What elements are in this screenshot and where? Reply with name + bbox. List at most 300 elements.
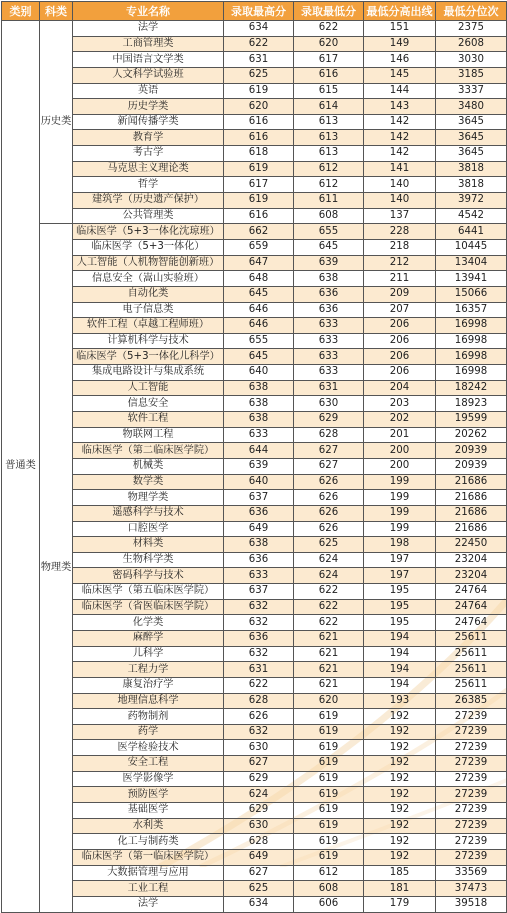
score-cell: 194 <box>364 646 436 662</box>
score-cell: 637 <box>224 490 294 506</box>
score-cell: 192 <box>364 849 436 865</box>
score-cell: 612 <box>294 177 364 193</box>
table-row <box>2 677 507 693</box>
major-name-cell: 法学 <box>73 896 224 912</box>
score-cell: 620 <box>294 36 364 52</box>
score-cell: 638 <box>224 380 294 396</box>
score-cell: 20939 <box>436 458 507 474</box>
score-cell: 23204 <box>436 552 507 568</box>
table-row <box>2 36 507 52</box>
table-row <box>2 724 507 740</box>
score-cell: 3480 <box>436 99 507 115</box>
score-cell: 18923 <box>436 396 507 412</box>
major-name-cell: 工程力学 <box>73 662 224 678</box>
score-cell: 629 <box>294 412 364 428</box>
score-cell: 192 <box>364 709 436 725</box>
major-name-cell: 软件工程（卓越工程师班） <box>73 318 224 334</box>
score-cell: 626 <box>294 474 364 490</box>
major-name-cell: 康复治疗学 <box>73 677 224 693</box>
score-cell: 2608 <box>436 36 507 52</box>
table-row <box>2 224 507 240</box>
column-header: 最低分高出线 <box>364 2 436 21</box>
major-name-cell: 集成电路设计与集成系统 <box>73 365 224 381</box>
score-cell: 198 <box>364 537 436 553</box>
score-cell: 631 <box>224 662 294 678</box>
table-row <box>2 865 507 881</box>
table-row <box>2 365 507 381</box>
score-cell: 633 <box>294 365 364 381</box>
score-cell: 647 <box>224 255 294 271</box>
major-name-cell: 教育学 <box>73 130 224 146</box>
score-cell: 197 <box>364 552 436 568</box>
major-name-cell: 历史学类 <box>73 99 224 115</box>
score-cell: 619 <box>224 83 294 99</box>
major-name-cell: 法学 <box>73 21 224 37</box>
table-row <box>2 349 507 365</box>
major-name-cell: 大数据管理与应用 <box>73 865 224 881</box>
score-cell: 24764 <box>436 599 507 615</box>
score-cell: 192 <box>364 740 436 756</box>
score-cell: 195 <box>364 599 436 615</box>
score-cell: 228 <box>364 224 436 240</box>
table-row <box>2 239 507 255</box>
score-cell: 621 <box>294 677 364 693</box>
score-cell: 644 <box>224 443 294 459</box>
table-row <box>2 896 507 912</box>
score-cell: 3645 <box>436 130 507 146</box>
score-cell: 619 <box>294 740 364 756</box>
major-name-cell: 医学影像学 <box>73 771 224 787</box>
score-cell: 3185 <box>436 67 507 83</box>
score-cell: 25611 <box>436 677 507 693</box>
score-cell: 612 <box>294 161 364 177</box>
major-name-cell: 考古学 <box>73 146 224 162</box>
score-cell: 195 <box>364 584 436 600</box>
score-cell: 626 <box>294 505 364 521</box>
score-cell: 628 <box>224 834 294 850</box>
score-cell: 616 <box>294 67 364 83</box>
score-cell: 23204 <box>436 568 507 584</box>
score-cell: 622 <box>294 21 364 37</box>
score-cell: 27239 <box>436 709 507 725</box>
score-cell: 628 <box>224 693 294 709</box>
score-cell: 13941 <box>436 271 507 287</box>
score-cell: 626 <box>294 521 364 537</box>
score-cell: 622 <box>294 584 364 600</box>
table-row <box>2 599 507 615</box>
major-name-cell: 新闻传播学类 <box>73 114 224 130</box>
score-cell: 27239 <box>436 771 507 787</box>
major-name-cell: 人文科学试验班 <box>73 67 224 83</box>
score-cell: 197 <box>364 568 436 584</box>
score-cell: 630 <box>224 818 294 834</box>
score-cell: 639 <box>224 458 294 474</box>
subject-cell: 历史类 <box>40 21 73 224</box>
score-cell: 655 <box>294 224 364 240</box>
score-cell: 624 <box>224 787 294 803</box>
table-row <box>2 646 507 662</box>
major-name-cell: 计算机科学与技术 <box>73 333 224 349</box>
table-row <box>2 412 507 428</box>
score-cell: 632 <box>224 615 294 631</box>
score-cell: 16998 <box>436 349 507 365</box>
score-cell: 621 <box>294 646 364 662</box>
score-cell: 25611 <box>436 646 507 662</box>
column-header: 类别 <box>2 2 40 21</box>
major-name-cell: 临床医学（第一临床医学院） <box>73 849 224 865</box>
score-cell: 639 <box>294 255 364 271</box>
score-cell: 211 <box>364 271 436 287</box>
table-row <box>2 380 507 396</box>
score-cell: 2375 <box>436 21 507 37</box>
score-cell: 608 <box>294 208 364 224</box>
major-name-cell: 物联网工程 <box>73 427 224 443</box>
score-cell: 625 <box>224 67 294 83</box>
score-cell: 3030 <box>436 52 507 68</box>
score-cell: 144 <box>364 83 436 99</box>
table-row <box>2 490 507 506</box>
score-cell: 620 <box>294 693 364 709</box>
table-row <box>2 99 507 115</box>
major-name-cell: 地理信息科学 <box>73 693 224 709</box>
score-cell: 649 <box>224 521 294 537</box>
score-cell: 206 <box>364 318 436 334</box>
major-name-cell: 机械类 <box>73 458 224 474</box>
major-name-cell: 临床医学（5+3一体化沈琼班） <box>73 224 224 240</box>
score-cell: 640 <box>224 365 294 381</box>
table-row <box>2 52 507 68</box>
table-row <box>2 771 507 787</box>
table-row <box>2 302 507 318</box>
major-name-cell: 材料类 <box>73 537 224 553</box>
score-cell: 619 <box>294 771 364 787</box>
score-cell: 25611 <box>436 630 507 646</box>
table-row <box>2 849 507 865</box>
score-cell: 613 <box>294 130 364 146</box>
column-header: 录取最低分 <box>294 2 364 21</box>
table-row <box>2 146 507 162</box>
major-name-cell: 人工智能 <box>73 380 224 396</box>
table-row <box>2 662 507 678</box>
score-cell: 206 <box>364 333 436 349</box>
score-cell: 27239 <box>436 756 507 772</box>
score-cell: 627 <box>294 458 364 474</box>
score-cell: 622 <box>294 615 364 631</box>
score-cell: 145 <box>364 67 436 83</box>
score-cell: 192 <box>364 771 436 787</box>
score-cell: 619 <box>294 803 364 819</box>
major-name-cell: 麻醉学 <box>73 630 224 646</box>
major-name-cell: 信息安全 <box>73 396 224 412</box>
score-cell: 6441 <box>436 224 507 240</box>
score-cell: 619 <box>294 787 364 803</box>
score-cell: 608 <box>294 881 364 897</box>
score-cell: 33569 <box>436 865 507 881</box>
major-name-cell: 临床医学（第二临床医学院） <box>73 443 224 459</box>
score-cell: 630 <box>224 740 294 756</box>
table-row <box>2 474 507 490</box>
score-cell: 615 <box>294 83 364 99</box>
score-cell: 27239 <box>436 787 507 803</box>
major-name-cell: 生物科学类 <box>73 552 224 568</box>
score-cell: 3818 <box>436 177 507 193</box>
score-cell: 619 <box>294 709 364 725</box>
score-cell: 19599 <box>436 412 507 428</box>
score-cell: 22450 <box>436 537 507 553</box>
score-cell: 619 <box>294 724 364 740</box>
score-cell: 606 <box>294 896 364 912</box>
table-row <box>2 443 507 459</box>
score-cell: 626 <box>294 490 364 506</box>
score-cell: 25611 <box>436 662 507 678</box>
table-row <box>2 693 507 709</box>
score-cell: 16357 <box>436 302 507 318</box>
score-cell: 636 <box>294 286 364 302</box>
table-row <box>2 255 507 271</box>
score-cell: 15066 <box>436 286 507 302</box>
subject-cell: 物理类 <box>40 224 73 912</box>
table-row <box>2 83 507 99</box>
table-row <box>2 521 507 537</box>
score-cell: 648 <box>224 271 294 287</box>
score-cell: 619 <box>294 834 364 850</box>
score-cell: 192 <box>364 756 436 772</box>
major-name-cell: 密码科学与技术 <box>73 568 224 584</box>
score-cell: 611 <box>294 193 364 209</box>
major-name-cell: 化学类 <box>73 615 224 631</box>
major-name-cell: 基础医学 <box>73 803 224 819</box>
column-header: 科类 <box>40 2 73 21</box>
table-row <box>2 505 507 521</box>
score-cell: 629 <box>224 803 294 819</box>
major-name-cell: 口腔医学 <box>73 521 224 537</box>
score-cell: 27239 <box>436 834 507 850</box>
score-cell: 634 <box>224 896 294 912</box>
score-cell: 625 <box>294 537 364 553</box>
score-cell: 3645 <box>436 146 507 162</box>
major-name-cell: 物理学类 <box>73 490 224 506</box>
score-cell: 619 <box>224 193 294 209</box>
table-row <box>2 568 507 584</box>
score-cell: 619 <box>294 818 364 834</box>
score-cell: 628 <box>294 427 364 443</box>
score-cell: 21686 <box>436 474 507 490</box>
table-row <box>2 286 507 302</box>
score-cell: 636 <box>224 552 294 568</box>
score-cell: 192 <box>364 803 436 819</box>
table-row <box>2 818 507 834</box>
score-cell: 192 <box>364 787 436 803</box>
table-row <box>2 318 507 334</box>
table-row <box>2 21 507 37</box>
major-name-cell: 遥感科学与技术 <box>73 505 224 521</box>
score-cell: 632 <box>224 724 294 740</box>
score-cell: 617 <box>294 52 364 68</box>
table-row <box>2 615 507 631</box>
score-cell: 206 <box>364 349 436 365</box>
score-cell: 632 <box>224 646 294 662</box>
score-cell: 21686 <box>436 521 507 537</box>
score-cell: 141 <box>364 161 436 177</box>
score-cell: 195 <box>364 615 436 631</box>
table-row <box>2 177 507 193</box>
table-row <box>2 756 507 772</box>
major-name-cell: 药学 <box>73 724 224 740</box>
table-row <box>2 630 507 646</box>
score-cell: 3645 <box>436 114 507 130</box>
score-cell: 192 <box>364 834 436 850</box>
major-name-cell: 药物制剂 <box>73 709 224 725</box>
score-cell: 627 <box>224 756 294 772</box>
table-row <box>2 427 507 443</box>
table-row <box>2 709 507 725</box>
score-cell: 27239 <box>436 724 507 740</box>
table-row <box>2 193 507 209</box>
score-cell: 194 <box>364 677 436 693</box>
score-cell: 204 <box>364 380 436 396</box>
score-cell: 209 <box>364 286 436 302</box>
score-cell: 638 <box>224 396 294 412</box>
score-cell: 16998 <box>436 333 507 349</box>
score-cell: 192 <box>364 818 436 834</box>
score-cell: 193 <box>364 693 436 709</box>
major-name-cell: 电子信息类 <box>73 302 224 318</box>
column-header: 最低分位次 <box>436 2 507 21</box>
score-cell: 640 <box>224 474 294 490</box>
score-cell: 629 <box>224 771 294 787</box>
score-cell: 140 <box>364 177 436 193</box>
score-cell: 616 <box>224 114 294 130</box>
score-cell: 622 <box>224 677 294 693</box>
major-name-cell: 马克思主义理论类 <box>73 161 224 177</box>
score-cell: 202 <box>364 412 436 428</box>
score-cell: 612 <box>294 865 364 881</box>
score-cell: 631 <box>294 380 364 396</box>
score-cell: 39518 <box>436 896 507 912</box>
major-name-cell: 英语 <box>73 83 224 99</box>
score-cell: 621 <box>294 662 364 678</box>
table-row <box>2 130 507 146</box>
major-name-cell: 临床医学（第五临床医学院） <box>73 584 224 600</box>
score-cell: 21686 <box>436 505 507 521</box>
major-name-cell: 工业工程 <box>73 881 224 897</box>
score-cell: 199 <box>364 474 436 490</box>
major-name-cell: 信息安全（嵩山实验班） <box>73 271 224 287</box>
score-cell: 27239 <box>436 803 507 819</box>
score-cell: 181 <box>364 881 436 897</box>
score-cell: 613 <box>294 146 364 162</box>
score-cell: 16998 <box>436 318 507 334</box>
score-cell: 662 <box>224 224 294 240</box>
score-cell: 146 <box>364 52 436 68</box>
score-cell: 618 <box>224 146 294 162</box>
score-cell: 619 <box>294 849 364 865</box>
score-cell: 646 <box>224 318 294 334</box>
major-name-cell: 临床医学（5+3一体化） <box>73 239 224 255</box>
score-cell: 179 <box>364 896 436 912</box>
major-name-cell: 自动化类 <box>73 286 224 302</box>
score-cell: 655 <box>224 333 294 349</box>
major-name-cell: 水利类 <box>73 818 224 834</box>
score-cell: 194 <box>364 630 436 646</box>
score-cell: 617 <box>224 177 294 193</box>
score-cell: 20262 <box>436 427 507 443</box>
major-name-cell: 数学类 <box>73 474 224 490</box>
score-cell: 18242 <box>436 380 507 396</box>
score-cell: 638 <box>224 537 294 553</box>
table-row <box>2 396 507 412</box>
score-cell: 659 <box>224 239 294 255</box>
major-name-cell: 临床医学（省医临床医学院） <box>73 599 224 615</box>
score-cell: 4542 <box>436 208 507 224</box>
column-header: 专业名称 <box>73 2 224 21</box>
score-cell: 624 <box>294 568 364 584</box>
score-cell: 149 <box>364 36 436 52</box>
score-cell: 636 <box>224 505 294 521</box>
major-name-cell: 化工与制药类 <box>73 834 224 850</box>
score-cell: 638 <box>224 412 294 428</box>
score-cell: 27239 <box>436 740 507 756</box>
score-cell: 622 <box>224 36 294 52</box>
major-name-cell: 哲学 <box>73 177 224 193</box>
score-cell: 20939 <box>436 443 507 459</box>
score-cell: 201 <box>364 427 436 443</box>
score-cell: 203 <box>364 396 436 412</box>
major-name-cell: 公共管理类 <box>73 208 224 224</box>
table-row <box>2 271 507 287</box>
score-cell: 212 <box>364 255 436 271</box>
score-cell: 206 <box>364 365 436 381</box>
score-cell: 3972 <box>436 193 507 209</box>
score-cell: 631 <box>224 52 294 68</box>
score-cell: 13404 <box>436 255 507 271</box>
major-name-cell: 预防医学 <box>73 787 224 803</box>
score-cell: 634 <box>224 21 294 37</box>
score-cell: 624 <box>294 552 364 568</box>
score-cell: 27239 <box>436 818 507 834</box>
score-cell: 185 <box>364 865 436 881</box>
score-cell: 613 <box>294 114 364 130</box>
score-cell: 630 <box>294 396 364 412</box>
score-cell: 192 <box>364 724 436 740</box>
score-cell: 140 <box>364 193 436 209</box>
score-cell: 638 <box>294 271 364 287</box>
score-cell: 218 <box>364 239 436 255</box>
category-cell: 普通类 <box>2 21 40 913</box>
major-name-cell: 安全工程 <box>73 756 224 772</box>
score-cell: 10445 <box>436 239 507 255</box>
table-row <box>2 208 507 224</box>
major-name-cell: 中国语言文学类 <box>73 52 224 68</box>
score-cell: 626 <box>224 709 294 725</box>
score-cell: 207 <box>364 302 436 318</box>
major-name-cell: 医学检验技术 <box>73 740 224 756</box>
score-cell: 27239 <box>436 849 507 865</box>
table-row <box>2 803 507 819</box>
table-row <box>2 333 507 349</box>
table-row <box>2 881 507 897</box>
score-cell: 633 <box>224 568 294 584</box>
score-cell: 143 <box>364 99 436 115</box>
major-name-cell: 建筑学（历史遗产保护） <box>73 193 224 209</box>
score-cell: 24764 <box>436 584 507 600</box>
score-cell: 619 <box>294 756 364 772</box>
score-cell: 649 <box>224 849 294 865</box>
score-cell: 632 <box>224 599 294 615</box>
score-cell: 645 <box>224 349 294 365</box>
table-row <box>2 114 507 130</box>
major-name-cell: 软件工程 <box>73 412 224 428</box>
